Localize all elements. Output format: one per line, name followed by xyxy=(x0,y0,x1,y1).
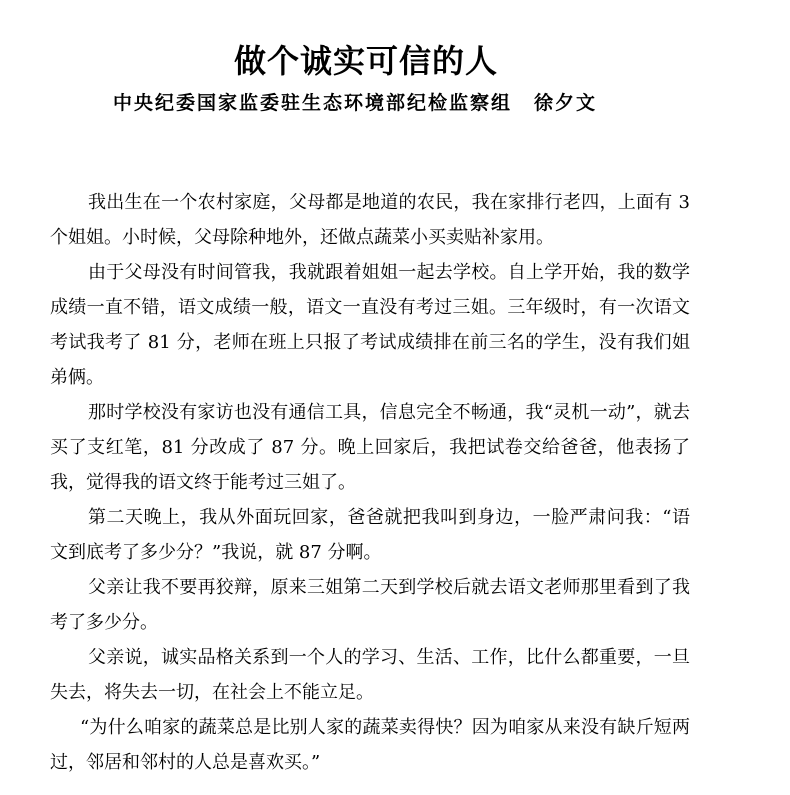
paragraph-4: 第二天晚上，我从外面玩回家，爸爸就把我叫到身边，一脸严肃问我：“语文到底考了多少分？”我说，就 87 分啊。 xyxy=(50,507,690,563)
article-body xyxy=(50,185,690,780)
byline-author: 徐夕文 xyxy=(534,92,598,114)
byline-organization: 中央纪委国家监委驻生态环境部纪检监察组 xyxy=(113,92,513,114)
paragraph-3: 那时学校没有家访也没有通信工具，信息完全不畅通，我“灵机一动”，就去买了支红笔，81 分改成了 87 分。晚上回家后，我把试卷交给爸爸，他表扬了我，觉得我的语文终于能考过三姐了。 xyxy=(50,402,690,493)
paragraph-1: 我出生在一个农村家庭，父母都是地道的农民，我在家排行老四，上面有 3 个姐姐。小时候，父母除种地外，还做点蔬菜小买卖贴补家用。 xyxy=(50,192,690,248)
paragraph-5: 父亲让我不要再狡辩，原来三姐第二天到学校后就去语文老师那里看到了我考了多少分。 xyxy=(50,577,690,633)
paragraph-2: 由于父母没有时间管我，我就跟着姐姐一起去学校。自上学开始，我的数学成绩一直不错，语文成绩一般，语文一直没有考过三姐。三年级时，有一次语文考试我考了 81 分，老师在班上只报了考试成绩排在前三名的学生，没有我们姐弟俩。 xyxy=(50,262,690,388)
byline xyxy=(113,88,773,118)
paragraph-6: 父亲说，诚实品格关系到一个人的学习、生活、工作，比什么都重要，一旦失去，将失去一切，在社会上不能立足。 xyxy=(50,647,690,703)
paragraph-7: “为什么咱家的蔬菜总是比别人家的蔬菜卖得快？因为咱家从来没有缺斤短两过，邻居和邻村的人总是喜欢买。” xyxy=(50,717,690,773)
article-title: 做个诚实可信的人 xyxy=(233,42,498,81)
